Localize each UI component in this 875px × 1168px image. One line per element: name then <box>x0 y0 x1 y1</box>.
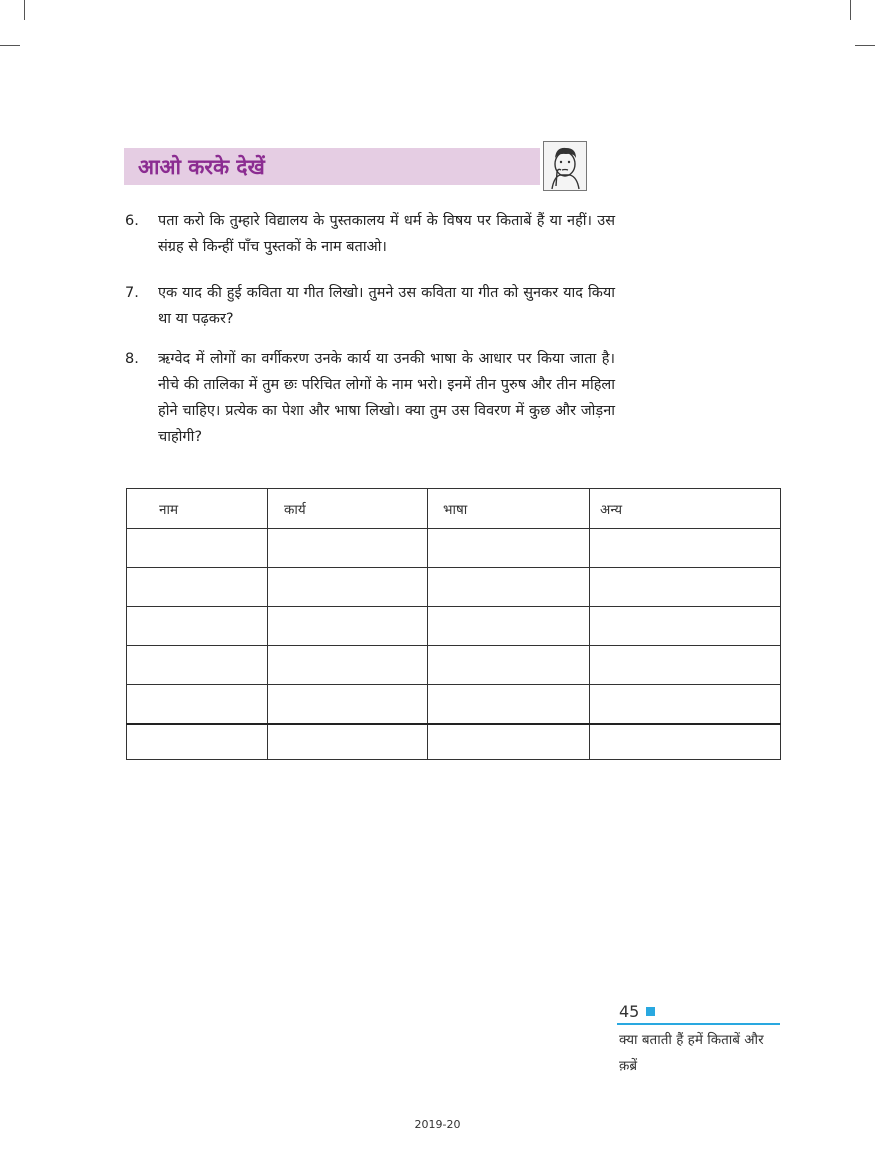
table-cell[interactable] <box>590 568 781 607</box>
crop-mark <box>24 0 25 20</box>
crop-mark <box>850 0 851 20</box>
table-cell[interactable] <box>428 529 590 568</box>
edition-year: 2019-20 <box>414 1118 461 1131</box>
chapter-title: क्या बताती हैं हमें किताबें और क़ब्रें <box>619 1032 764 1074</box>
crop-mark <box>0 45 20 46</box>
banner-title: आओ करके देखें <box>138 155 265 179</box>
table-cell[interactable] <box>590 529 781 568</box>
table-cell[interactable] <box>590 724 781 760</box>
activity-banner <box>124 148 540 185</box>
question-7 <box>125 280 615 332</box>
table-cell[interactable] <box>268 685 428 725</box>
table-cell[interactable] <box>428 685 590 725</box>
question-number: 7. <box>125 285 139 301</box>
question-number: 6. <box>125 213 139 229</box>
header-other: अन्य <box>590 489 781 529</box>
question-text: एक याद की हुई कविता या गीत लिखो। तुमने उस कविता या गीत को सुनकर याद किया था या पढ़कर? <box>158 285 615 327</box>
page-marker-square <box>646 1007 655 1016</box>
table-cell[interactable] <box>428 646 590 685</box>
table-header-row <box>127 489 781 529</box>
question-6 <box>125 208 615 260</box>
table-cell[interactable] <box>428 724 590 760</box>
table-cell[interactable] <box>268 568 428 607</box>
table-cell[interactable] <box>127 646 268 685</box>
table-cell[interactable] <box>127 607 268 646</box>
table-cell[interactable] <box>428 607 590 646</box>
table-cell[interactable] <box>268 607 428 646</box>
header-work: कार्य <box>268 489 428 529</box>
table-cell[interactable] <box>268 529 428 568</box>
table-cell[interactable] <box>590 685 781 725</box>
page-number: 45 <box>619 1002 640 1021</box>
table-row <box>127 529 781 568</box>
question-8 <box>125 346 615 450</box>
table-row <box>127 568 781 607</box>
table-cell[interactable] <box>127 568 268 607</box>
table-row <box>127 724 781 760</box>
table-cell[interactable] <box>127 529 268 568</box>
question-text: पता करो कि तुम्हारे विद्यालय के पुस्तकालय में धर्म के विषय पर किताबें हैं या नहीं। उस संग्रह से किन्हीं पाँच पुस्तकों के नाम बताओ। <box>158 213 615 255</box>
crop-mark <box>855 45 875 46</box>
table-row <box>127 685 781 725</box>
footer-divider <box>617 1023 780 1025</box>
table-row <box>127 646 781 685</box>
table-cell[interactable] <box>127 724 268 760</box>
table-cell[interactable] <box>590 607 781 646</box>
table-cell[interactable] <box>268 646 428 685</box>
table-cell[interactable] <box>590 646 781 685</box>
header-language: भाषा <box>428 489 590 529</box>
thinking-person-icon <box>543 141 587 191</box>
table-cell[interactable] <box>127 685 268 725</box>
question-text: ऋग्वेद में लोगों का वर्गीकरण उनके कार्य या उनकी भाषा के आधार पर किया जाता है। नीचे की तालिका में तुम छः परिचित लोगों के नाम भरो। इनमें तीन पुरुष और तीन महिला होने चाहिए। प्रत्येक का पेशा और भाषा लिखो। क्या तुम उस विवरण में कुछ और जोड़ना चाहोगी? <box>158 351 615 445</box>
header-name: नाम <box>127 489 268 529</box>
table-cell[interactable] <box>428 568 590 607</box>
people-table <box>126 488 781 760</box>
table-row <box>127 607 781 646</box>
table-cell[interactable] <box>268 724 428 760</box>
question-number: 8. <box>125 351 139 367</box>
